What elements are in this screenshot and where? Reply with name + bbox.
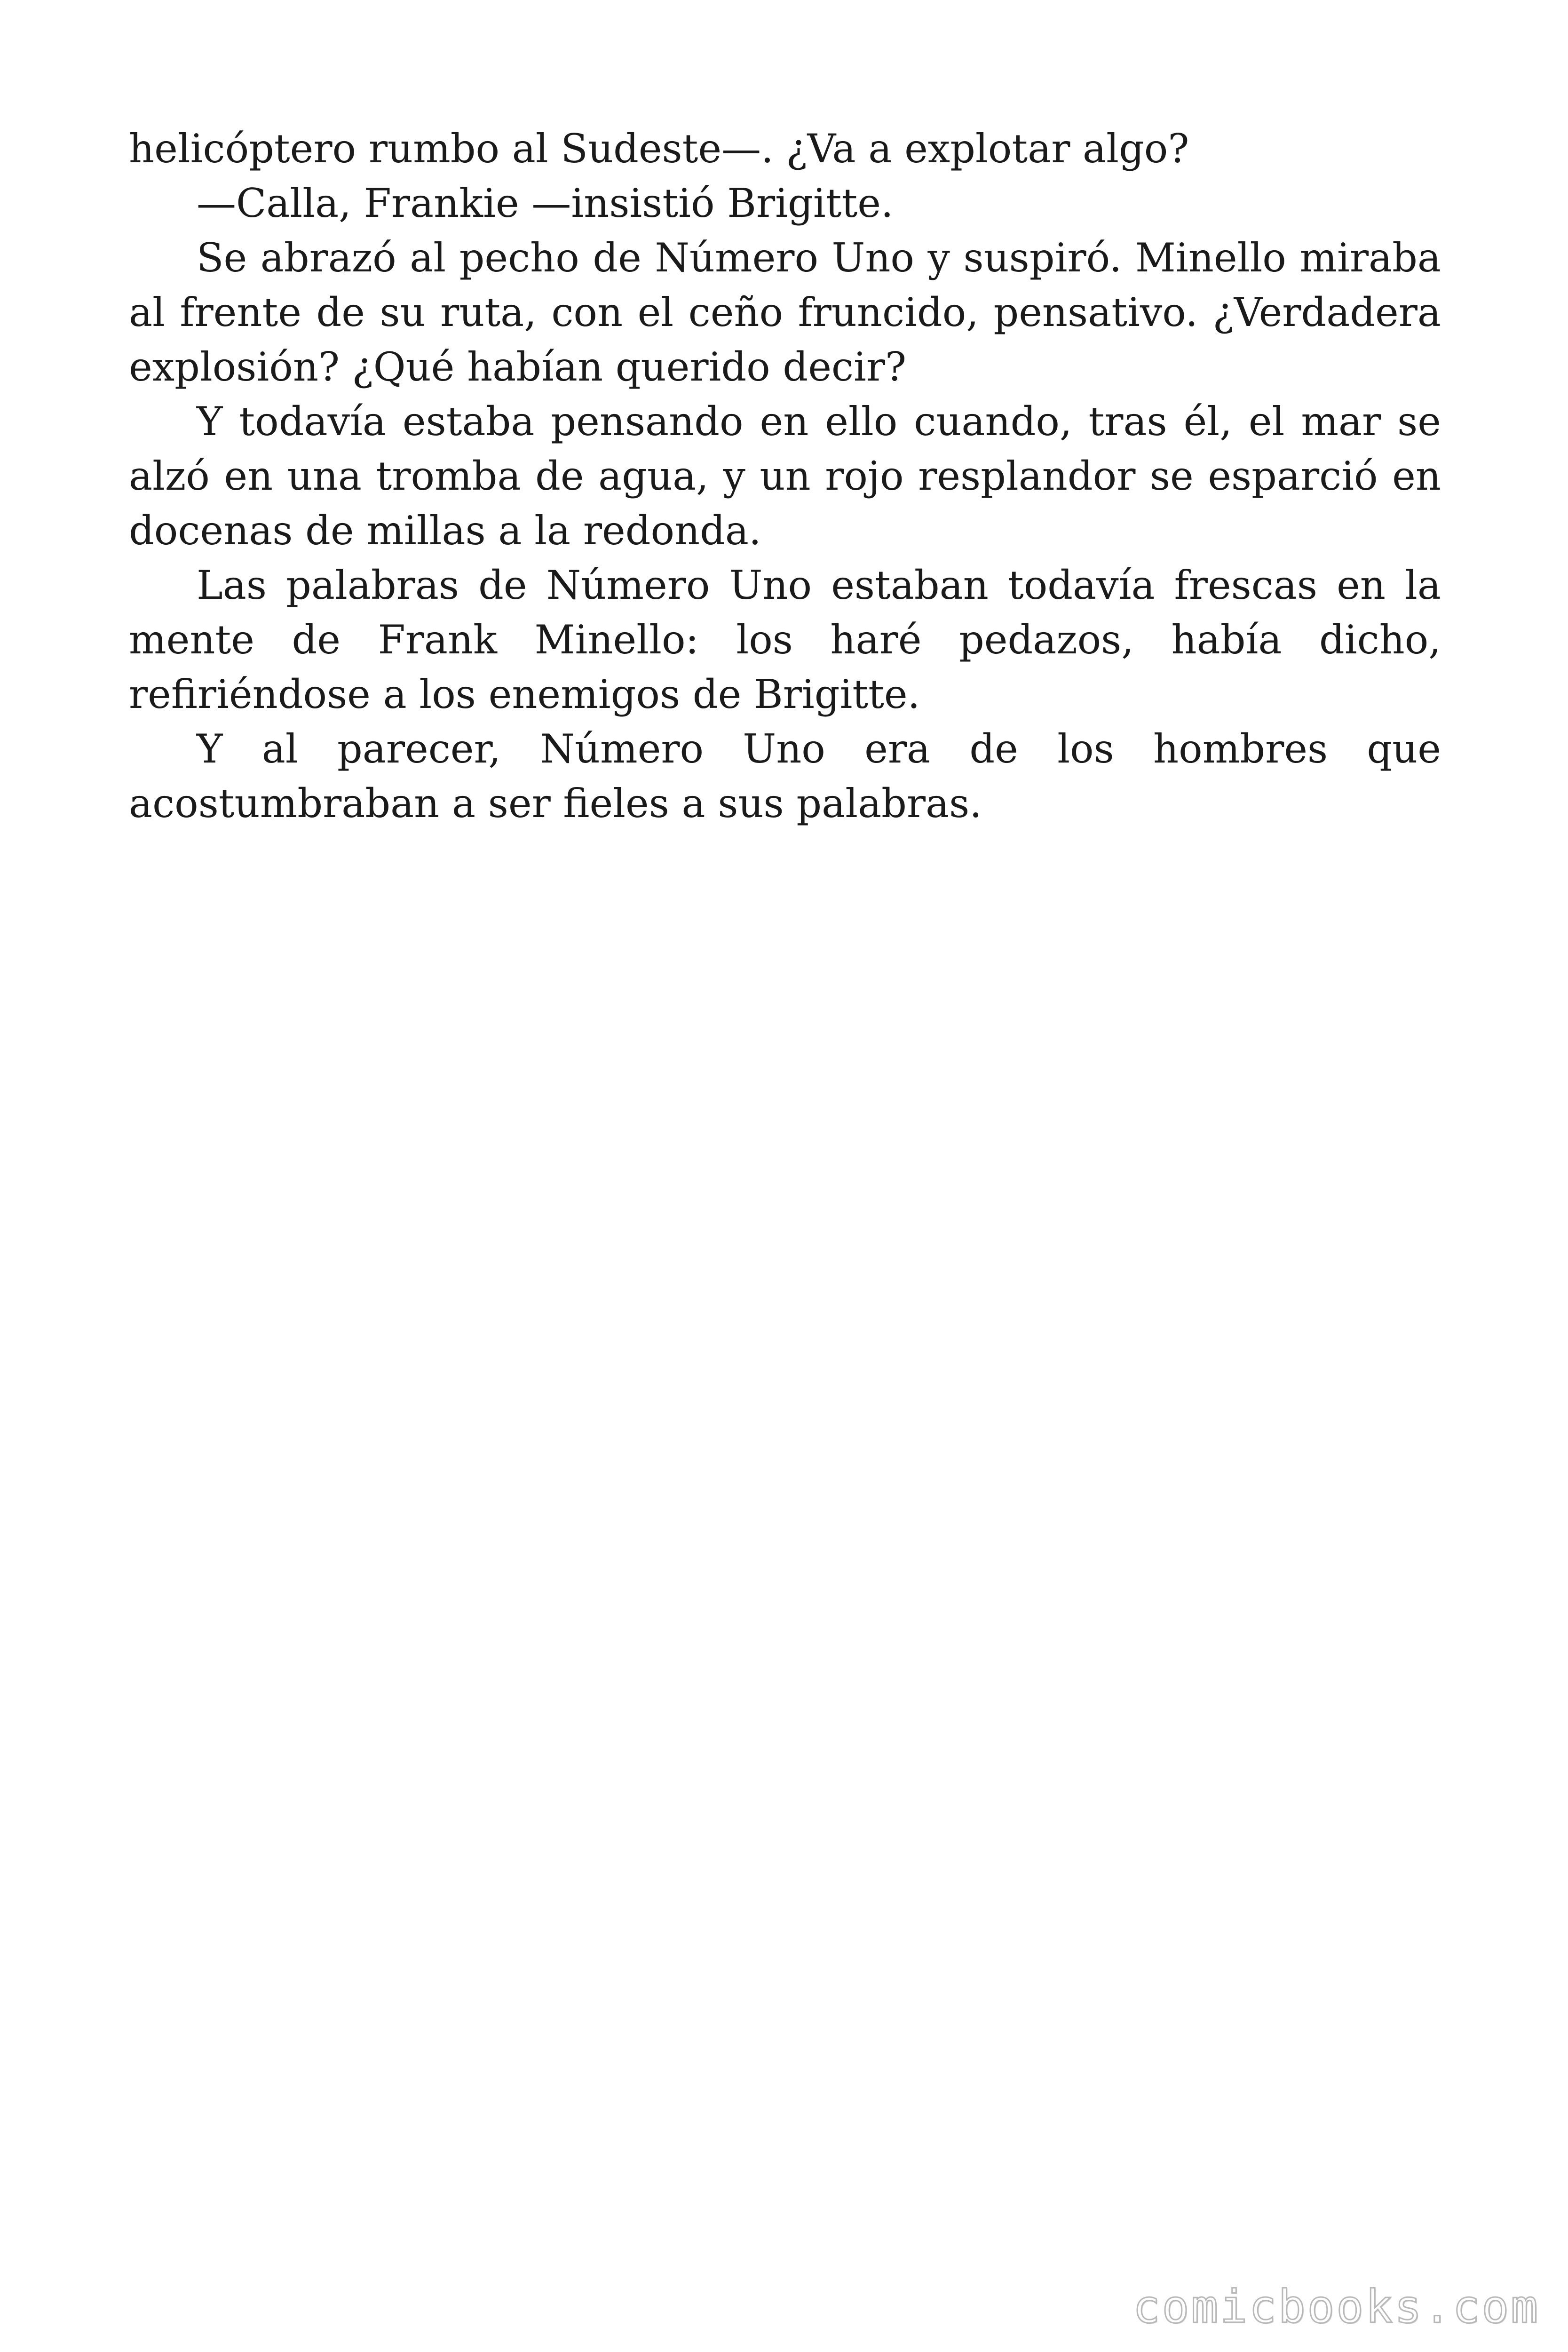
paragraph: Se abrazó al pecho de Número Uno y suspiró. Minello miraba al frente de su ruta, con el ceño fruncido, pensativo. ¿Verdadera explosión? ¿Qué habían querido decir? [129, 235, 1441, 390]
paragraph: Y al parecer, Número Uno era de los hombres que acostumbraban a ser fieles a sus palabras. [129, 726, 1441, 826]
watermark: comicbooks.com [1132, 2280, 1540, 2333]
paragraph-continued: helicóptero rumbo al Sudeste—. ¿Va a explotar algo? [129, 126, 1189, 172]
paragraph: Las palabras de Número Uno estaban todavía frescas en la mente de Frank Minello: los haré pedazos, había dicho, refiriéndose a los enemigos de Brigitte. [129, 562, 1441, 717]
body-text [129, 121, 1441, 831]
paragraph: Y todavía estaba pensando en ello cuando, tras él, el mar se alzó en una tromba de agua, y un rojo resplandor se esparció en docenas de millas a la redonda. [129, 398, 1441, 554]
paragraph-dialogue: —Calla, Frankie —insistió Brigitte. [197, 180, 894, 226]
